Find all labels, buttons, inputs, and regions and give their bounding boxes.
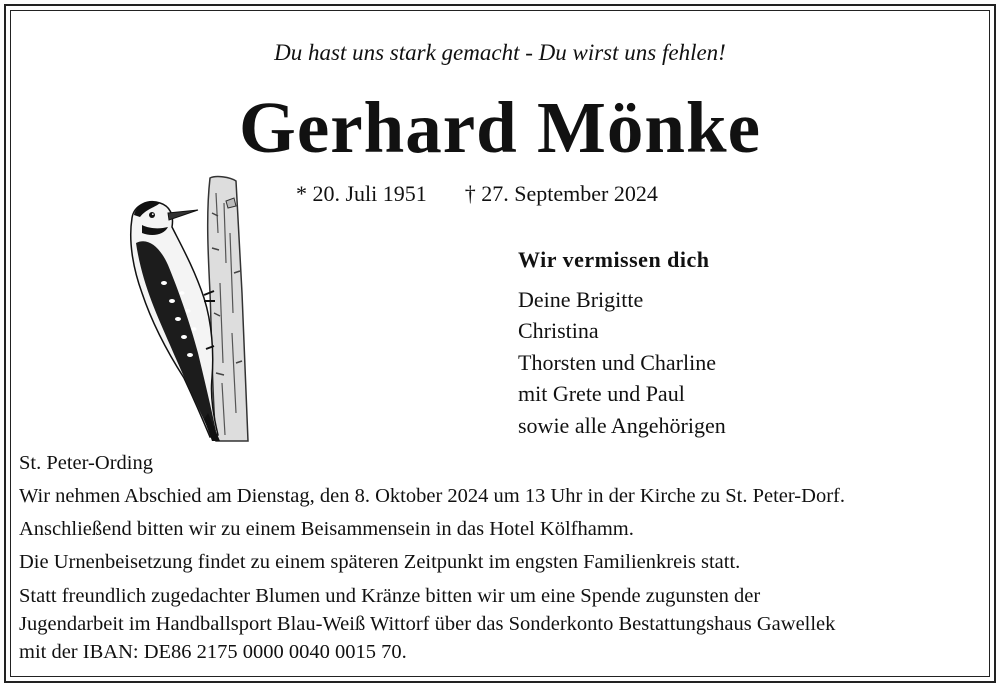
farewell-paragraph: Wir nehmen Abschied am Dienstag, den 8. Oktober 2024 um 13 Uhr in der Kirche zu St. Peter-Dorf. <box>19 485 845 507</box>
burial-paragraph: Die Urnenbeisetzung findet zu einem späteren Zeitpunkt im engsten Familienkreis statt. <box>19 551 741 573</box>
mourners-block <box>518 244 726 441</box>
mourner-name: Christina <box>518 318 599 343</box>
donation-line: mit der IBAN: DE86 2175 0000 0040 0015 70. <box>19 641 407 663</box>
death-date: † 27. September 2024 <box>464 181 658 206</box>
birth-date: * 20. Juli 1951 <box>296 181 427 206</box>
reception-paragraph: Anschließend bitten wir zu einem Beisammensein in das Hotel Kölfhamm. <box>19 518 634 540</box>
donation-line: Statt freundlich zugedachter Blumen und Kränze bitten wir um eine Spende zugunsten der <box>19 585 761 607</box>
motto: Du hast uns stark gemacht - Du wirst uns fehlen! <box>274 40 726 65</box>
mourner-name: mit Grete und Paul <box>518 381 685 406</box>
mourners-heading: Wir vermissen dich <box>518 247 710 272</box>
mourner-name: Deine Brigitte <box>518 286 644 312</box>
place: St. Peter-Ording <box>19 452 153 474</box>
donation-paragraph <box>19 582 984 666</box>
notice-text <box>19 450 984 666</box>
mourner-name: sowie alle Angehörigen <box>518 412 726 438</box>
deceased-name: Gerhard Mönke <box>239 87 761 168</box>
woodpecker-illustration <box>112 173 262 445</box>
life-dates <box>296 181 658 207</box>
donation-line: Jugendarbeit im Handballsport Blau-Weiß Wittorf über das Sonderkonto Bestattungshaus Gawellek <box>19 613 836 635</box>
mourner-name: Thorsten und Charline <box>518 349 716 375</box>
